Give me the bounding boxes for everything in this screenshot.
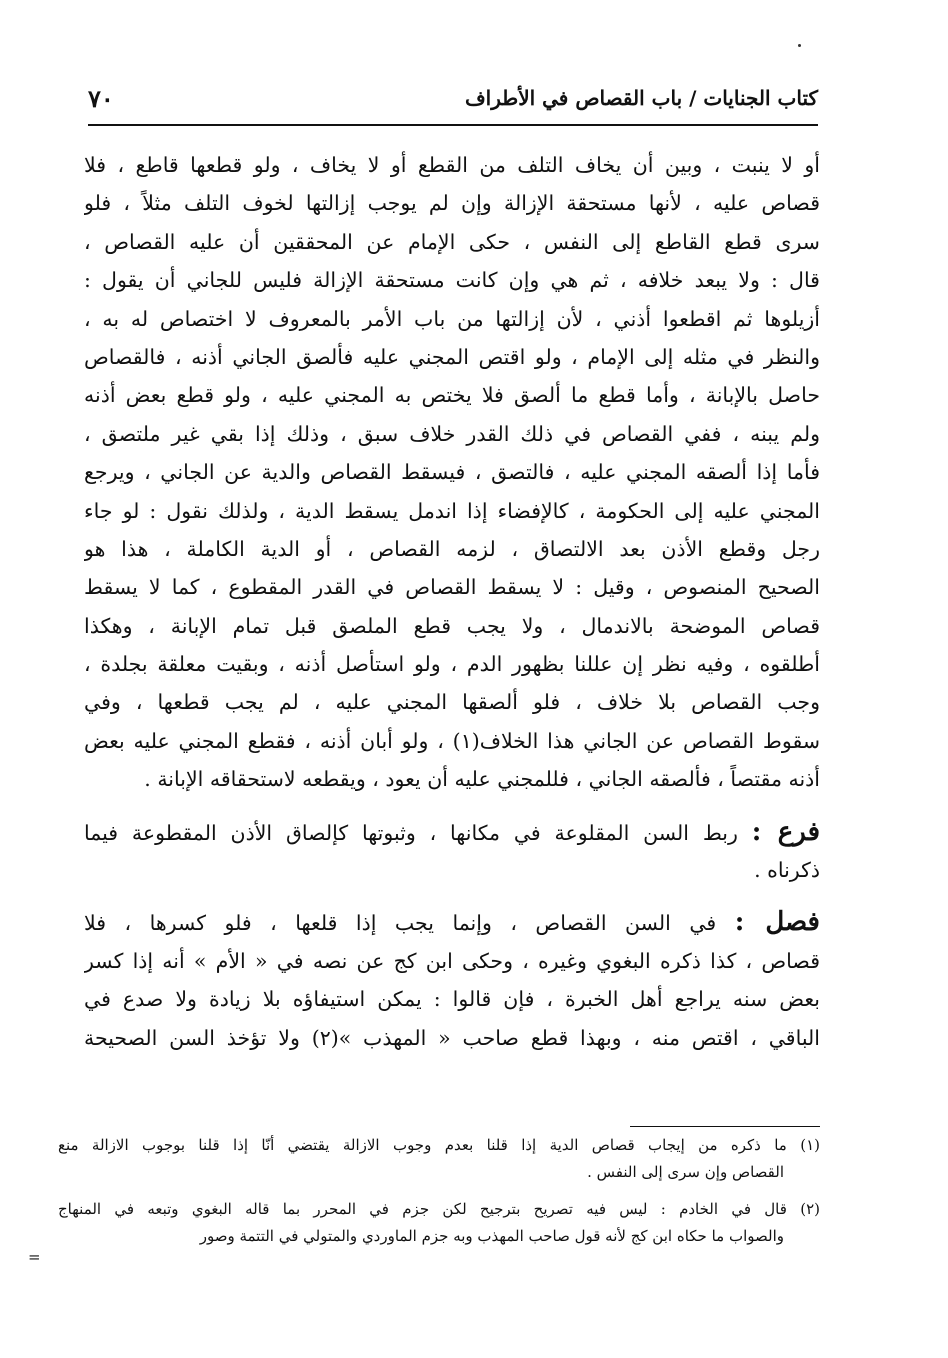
footnote-1 xyxy=(58,1132,820,1186)
main-text xyxy=(84,146,820,1057)
text-line: المجني عليه إلى الحكومة ، كالإفضاء إذا اندمل يسقط الدية ، ولذلك نقول : لو جاء xyxy=(84,498,820,523)
section-keyword-fasl: فصل : xyxy=(734,907,820,938)
text-line: فأما إذا ألصقه المجني عليه ، فالتصق ، فيسقط القصاص والدية عن الجاني ، ويرجع xyxy=(84,460,820,485)
footnote-separator xyxy=(630,1126,820,1127)
page-number: ٧٠ xyxy=(88,84,114,113)
text-line: قصاص الموضحة بالاندمال ، ولا يجب قطع الملصق قبل تمام الإبانة ، وهكذا xyxy=(84,613,820,638)
footnote-number: (١) xyxy=(800,1136,820,1154)
text-line: والنظر في مثله إلى الإمام ، ولو اقتص المجني عليه فألصق الجاني أذنه ، فالقصاص xyxy=(84,344,820,369)
footnote-text: القصاص وإن سرى إلى النفس . xyxy=(587,1163,784,1181)
text-line: قصاص عليه ، لأنها مستحقة الإزالة وإن لم يوجب إزالتها لخوف التلف مثلاً ، فلو xyxy=(84,191,820,216)
running-header xyxy=(88,82,818,118)
text-line: أو لا ينبت ، وبين أن يخاف التلف من القطع أو لا يخاف ، ولو قطعها قاطع ، فلا xyxy=(84,153,820,177)
text-line: أذنه مقتصاً ، فألصقه الجاني ، فللمجني عليه أن يعود ، ويقطعه لاستحقاقه الإبانة . xyxy=(144,767,820,792)
paragraph-far xyxy=(84,813,820,890)
text-line: وجب القصاص بلا خلاف ، فلو ألصقها المجني عليه ، لم يجب قطعها ، وفي xyxy=(84,690,820,715)
text-line: سقوط القصاص عن الجاني هذا الخلاف(١) ، ولو أبان أذنه ، فقطع المجني عليه بعض xyxy=(84,728,820,753)
text-line: بعض سنه يراجع أهل الخبرة ، فإن قالوا : يمكن استيفاؤه بلا زيادة ولا صدع في xyxy=(84,987,820,1012)
footnote-number: (٢) xyxy=(800,1200,820,1218)
text-line: سرى قطع القاطع إلى النفس ، حكى الإمام عن المحققين أن عليه القصاص ، xyxy=(84,229,820,254)
text-line: الصحيح المنصوص ، وقيل : لا يسقط القصاص في القدر المقطوع ، كما لا يسقط xyxy=(84,575,820,600)
footnotes xyxy=(58,1132,820,1250)
text-line: رجل وقطع الأذن بعد الالتصاق ، لزمه القصاص ، أو الدية الكاملة ، هذا هو xyxy=(84,536,820,561)
scan-speck xyxy=(798,44,801,47)
text-line: أزيلوها ثم اقطعوا أذني ، لأن إزالتها من باب الأمر بالمعروف لا اختصاص له به ، xyxy=(84,306,820,331)
text-line: حاصل بالإبانة ، وأما قطع ما ألصق فلا يختص به المجني عليه ، ولو قطع بعض أذنه xyxy=(84,383,820,408)
text-line: أطلقوه ، وفيه نظر إن عللنا بظهور الدم ، ولو استأصل أذنه ، وبقيت معلقة بجلدة ، xyxy=(84,652,820,677)
paragraph-1 xyxy=(84,146,820,799)
footnote-text: قال في الخادم : ليس فيه تصريح بترجيح لكن جزم في المحرر بما قاله البغوي وتبعه في المنهاج xyxy=(58,1200,787,1218)
text-line: قال : ولا يبعد خلافه ، ثم هي وإن كانت مستحقة الإزالة فليس للجاني أن يقول : xyxy=(84,268,820,293)
paragraph-fasl xyxy=(84,903,820,1057)
text-line: في السن القصاص ، وإنما يجب إذا قلعها ، فلو كسرها ، فلا xyxy=(84,911,717,936)
footnote-text: والصواب ما حكاه ابن كج لأنه قول صاحب المهذب وبه جزم الماوردي والمتولي في التتمة وصور xyxy=(199,1227,784,1245)
continuation-mark: = xyxy=(28,1248,41,1266)
text-line: ولم يبنه ، ففي القصاص في ذلك القدر خلاف سبق ، وذلك إذا بقي غير ملتصق ، xyxy=(84,421,820,446)
section-keyword-far: فرع : xyxy=(751,816,820,847)
text-line: ذكرناه . xyxy=(754,858,820,883)
text-line: ربط السن المقلوعة في مكانها ، وثبوتها كإلصاق الأذن المقطوعة فيما xyxy=(84,820,738,845)
text-line: قصاص ، كذا ذكره البغوي وغيره ، وحكى ابن كج عن نصه في « الأم » أنه إذا كسر xyxy=(84,948,820,973)
text-line: الباقي ، اقتص منه ، وبهذا قطع صاحب « المهذب »(٢) ولا تؤخذ السن الصحيحة xyxy=(84,1025,820,1050)
header-title: كتاب الجنايات / باب القصاص في الأطراف xyxy=(464,86,818,110)
footnote-text: ما ذكره من إيجاب قصاص الدية إذا قلنا بعدم وجوب الازالة يقتضي أنّا إذا قلنا بوجوب الازالة منع xyxy=(58,1136,787,1154)
footnote-2 xyxy=(58,1196,820,1250)
header-rule xyxy=(88,124,818,126)
